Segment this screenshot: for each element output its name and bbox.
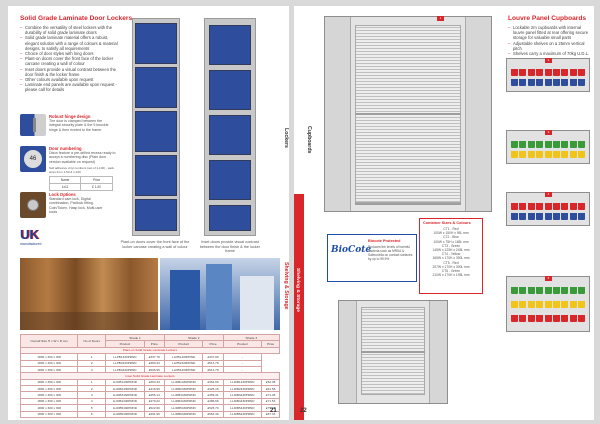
storage-bin [536,315,543,322]
table-cell: LLPB2430PRND [164,360,203,366]
table-cell: LLIDB3430PRND [106,392,145,398]
marker-label: 2 [545,58,552,63]
storage-bin [528,213,535,220]
table-cell: LLIDB6430PRND [223,411,262,417]
storage-bin [570,69,577,76]
storage-bin [561,315,568,322]
table-subheader: Price [262,341,280,347]
table-cell: £337.89 [203,354,223,360]
storage-bin [553,301,560,308]
feature-list [20,25,122,93]
storage-bin [553,315,560,322]
shelving-tab-left: Shelving & Storage [283,262,289,310]
storage-bin [553,79,560,86]
table-cell: 1800 x 300 x 300 [21,354,78,360]
table-cell: LLPB4430PRND [164,366,203,372]
storage-bin [570,213,577,220]
storage-bin [511,69,518,76]
table-cell: £479.22 [144,398,164,404]
biocote-panel [327,234,417,282]
storage-bin [536,213,543,220]
container-line: 100W x 75H x 165L mm [433,239,469,244]
table-cell: £71.53 [262,398,280,404]
storage-bin [511,301,518,308]
storage-bin [536,151,543,158]
storage-bin [528,203,535,210]
table-cell: £513.78 [203,366,223,372]
storage-bin [511,79,518,86]
table-cell: 1800 x 300 x 300 [21,392,78,398]
container-line: CT1 - Red [443,227,459,231]
storage-bin [536,69,543,76]
table-cell: £337.79 [144,354,164,360]
storage-bin [561,69,568,76]
feature-item: – Adjustable shelves on a 25mm vertical pitch [508,41,592,51]
table-cell: LLPB2430PRND [106,360,145,366]
table-cell: 2 [78,386,106,392]
storage-bin [561,287,568,294]
table-cell: 1800 x 300 x 300 [21,360,78,366]
table-subheader: Product [164,341,203,347]
storage-bin [561,213,568,220]
table-cell: LLIDB2430PRND [106,386,145,392]
number-disc-photo [20,146,46,172]
table-cell: £61.58 [262,386,280,392]
table-cell: 6 [78,411,106,417]
page-number: 22 [300,408,307,414]
feature-item: – Lockable 2m cupboards with internal louvre panel fitted at rear offering secure storage for valuable small parts [508,25,592,41]
table-header: Overall Size H x W x D mm [21,335,78,348]
table-cell: LLIDB4430PRND [223,398,262,404]
storage-bin [536,301,543,308]
marker-label: 1 [437,16,444,21]
table-band: Inset Solid Grade Laminate Lockers [21,373,280,379]
blue-lockers-photo [160,258,280,330]
table-cell: 4 [78,366,106,372]
bin-cupboard-3 [506,192,590,226]
table-cell: 1800 x 300 x 300 [21,379,78,385]
mini-header: Price [81,177,113,184]
mini-cell: 1x11 [50,184,81,191]
inset-rows [21,379,280,417]
container-sizes-list [423,227,479,277]
louvre-cupboard-large [324,16,492,212]
container-line: 207W x 170H x 390L mm [432,264,470,269]
vinyl-caption: Self adhesive vinyl numbers (set of 1-100) - pack sizes from 1-50 & 1-100 [49,166,115,175]
storage-bin [553,203,560,210]
feature-list [508,25,592,56]
feature-item: – Other colours available upon request [20,77,122,82]
uk-logo-subtext: manufactured [20,242,42,246]
table-cell: £491.96 [144,411,164,417]
table-cell: £52.45 [262,379,280,385]
storage-bin [561,203,568,210]
table-cell: 1 [78,379,106,385]
storage-bin [511,213,518,220]
table-subheader: Product [223,341,262,347]
table-cell: LLIDB5430PRND [164,405,203,411]
table-cell: - [223,366,262,372]
storage-bin [528,151,535,158]
table-cell: £506.95 [144,366,164,372]
lock-heading: Lock Options [49,192,76,197]
storage-bin [570,141,577,148]
storage-bin [519,203,526,210]
storage-bin [545,213,552,220]
shelving-tab-right: Shelving & Storage [295,268,300,312]
biocote-heading: Biocote Protected [368,239,401,243]
storage-bin [578,79,585,86]
inset-caption: Inset doors provide visual contrast between the door finish & the locker frame [199,240,261,254]
marker-label: 4 [545,192,552,197]
table-cell: 1800 x 300 x 300 [21,405,78,411]
biocote-logo: BioCote [331,245,372,255]
feature-item: – Choice of door styles with long doors [20,51,122,56]
feature-item: – Laminate end panels are available upon request - please call for details [20,82,122,92]
storage-bin [545,203,552,210]
table-subheader: Product [106,341,145,347]
page-title: Solid Grade Laminate Door Lockers [20,15,133,22]
table-cell: 1800 x 300 x 300 [21,411,78,417]
storage-bin [528,301,535,308]
table-cell: £364.66 [203,379,223,385]
table-cell: LLPB1430PRND [164,354,203,360]
table-cell: LLIDB1430PRND [106,379,145,385]
container-line: CT4 - Yellow [441,252,461,257]
table-subheader: Price [144,341,164,347]
table-cell: LLIDB6430PRND [106,411,145,417]
hinge-heading: Robust hinge design [49,114,91,119]
container-line: 100W x 150H x 95L mm [433,231,469,236]
storage-bin [519,151,526,158]
table-cell: LLIDB2430PRND [164,386,203,392]
numbering-text: Discs feature a pre-drilled recess ready to accept a numbering disc (Plain door version available on request) [49,151,116,164]
container-line: 145W x 125H x 245L mm [432,248,470,253]
marker-label: 5 [545,276,552,281]
storage-bin [578,213,585,220]
storage-bin [511,315,518,322]
plant-on-rows [21,354,280,373]
feature-item: – Shelves carry a maximum of 70kg U.D.L. [508,51,592,56]
table-cell: £525.70 [203,405,223,411]
container-sizes-heading: Container Sizes & Colours [423,221,471,225]
page-title: Louvre Panel Cupboards [508,15,587,22]
storage-bin [536,79,543,86]
storage-bin [536,203,543,210]
table-cell: LLIDB1430PRND [223,379,262,385]
storage-bin [553,141,560,148]
table-subheader: Price [203,341,223,347]
table-cell: £418.96 [144,386,164,392]
storage-bin [578,301,585,308]
storage-bin [570,287,577,294]
container-line: CT2 - Blue [443,235,459,240]
storage-bin [578,315,585,322]
bin-cupboard-2 [506,130,590,164]
storage-bin [519,287,526,294]
storage-bin [545,79,552,86]
table-cell: £459.41 [203,392,223,398]
cupboards-tab: Cupboards [306,126,312,154]
storage-bin [511,287,518,294]
table-cell: LLPB1430PRND [106,354,145,360]
storage-bin [545,141,552,148]
wooden-lockers-photo [20,258,158,330]
table-cell: 1800 x 300 x 300 [21,398,78,404]
storage-bin [545,151,552,158]
right-page [294,6,594,420]
lock-icon [27,199,39,211]
table-cell: LLIDB4430PRND [164,398,203,404]
table-band: Plant-on Solid Grade Laminate Lockers [21,347,280,353]
storage-bin [553,151,560,158]
storage-bin [511,141,518,148]
storage-bin [519,301,526,308]
uk-manufactured-logo [20,228,50,254]
storage-bin [578,151,585,158]
table-cell: £71.46 [262,392,280,398]
storage-bin [578,287,585,294]
table-cell: LLIDB3430PRND [223,392,262,398]
biocote-text: Reduces the levels of harmful bacteria such as MRSA & Salmonella on contact surfaces by up to 99.9% [368,245,413,261]
table-cell: LLIDB3430PRND [164,392,203,398]
storage-bin [511,151,518,158]
storage-bin [578,141,585,148]
table-cell: 1800 x 300 x 300 [21,386,78,392]
table-header: Shade 2 [164,335,223,341]
storage-bin [570,315,577,322]
storage-bin [553,287,560,294]
storage-bin [528,315,535,322]
table-cell: LLPB4430PRND [106,366,145,372]
inset-locker [204,18,256,236]
locker-price-table [20,334,280,418]
table-cell: £513.78 [203,360,223,366]
feature-item: – Combine the versatility of steel lockers with the durability of solid grade laminate doors [20,25,122,35]
mini-cell: £ 1.00 [81,184,113,191]
table-cell: 5 [78,405,106,411]
table-cell: 4 [78,398,106,404]
storage-bin [570,151,577,158]
storage-bin [519,315,526,322]
storage-bin [519,141,526,148]
feature-item: – Inset doors provide a visual contrast between the door finish & the locker frame [20,67,122,77]
table-cell: LLIDB2430PRND [223,386,262,392]
feature-item: – Plant-on doors cover the front face of the locker carcase creating a wall of colour [20,56,122,66]
table-cell: £486.56 [203,398,223,404]
storage-bin [561,301,568,308]
table-cell: £380.43 [144,360,164,366]
storage-bin [578,69,585,76]
storage-bin [519,69,526,76]
table-header: No of Doors [78,335,106,348]
table-cell: - [223,354,262,360]
table-cell: - [223,360,262,366]
storage-bin [536,287,543,294]
container-sizes-box [419,218,483,294]
table-row [21,411,280,417]
storage-bin [528,79,535,86]
table-cell: £563.40 [203,411,223,417]
storage-bin [519,213,526,220]
storage-bin [561,151,568,158]
storage-bin [553,69,560,76]
container-line: 210W x 170H x 195L mm [432,273,470,278]
bin-cupboard-1 [506,58,590,92]
mini-header: Name [50,177,81,184]
storage-bin [570,79,577,86]
storage-bin [536,141,543,148]
table-cell: 2 [78,360,106,366]
table-cell: £425.16 [203,386,223,392]
table-cell: £456.14 [144,392,164,398]
storage-bin [545,69,552,76]
storage-bin [545,301,552,308]
table-cell: LLIDB1430PRND [164,379,203,385]
vinyl-price-table [49,176,113,191]
hinge-text: The door is clamped between the integral security plate & the 5 knuckle hinge & then riveted to the frame. [49,119,109,132]
storage-bin [570,301,577,308]
table-cell: 1800 x 300 x 300 [21,366,78,372]
storage-bin [528,287,535,294]
table-header: Shade 3 [223,335,279,341]
table-cell: LLIDB4430PRND [106,398,145,404]
storage-bin [545,287,552,294]
lock-photo [20,192,46,218]
table-cell: LLIDB6430PRND [164,411,203,417]
table-cell: £363.33 [144,379,164,385]
bin-cupboard-4 [506,276,590,332]
table-cell: 1 [78,354,106,360]
storage-bin [561,79,568,86]
page-number: 21 [270,408,277,414]
table-cell: £522.96 [144,405,164,411]
storage-bin [528,141,535,148]
storage-bin [545,315,552,322]
storage-bin [578,203,585,210]
container-line: CT3 - Green [441,243,461,248]
container-line: CT6 - Green [441,269,461,274]
storage-bin [561,141,568,148]
container-line: CT5 - Red [443,260,459,265]
storage-bin [553,213,560,220]
uk-flag-icon: UK [20,227,39,242]
plant-on-locker [132,18,180,236]
storage-bin [511,203,518,210]
table-cell: LLIDB5430PRND [223,405,262,411]
storage-bin [570,203,577,210]
storage-bin [528,69,535,76]
number-disc: 46 [24,150,42,168]
table-cell: £87.33 [262,411,280,417]
left-page [8,6,289,420]
plant-on-caption: Plant-on doors cover the front face of the locker carcase creating a wall of colour [120,240,190,249]
numbering-heading: Door numbering [49,146,82,151]
feature-item: – Solid grade laminate material offers a robust, elegant solution with a range of colours & material designs, to satisfy all requirements [20,35,122,51]
marker-label: 3 [545,130,552,135]
lock-text: Standard cam lock, Digital combination, Padlock fitting, Coin/Token, Hasp lock. Multi-user locks [49,197,103,215]
louvre-cupboard-small [338,300,448,404]
lockers-tab: Lockers [283,128,289,148]
table-cell: £75.08 [262,405,280,411]
storage-bin [519,79,526,86]
table-header: Shade 1 [106,335,165,341]
container-line: 165W x 170H x 390L mm [432,256,470,261]
hinge-photo [20,114,46,136]
table-cell: 3 [78,392,106,398]
table-cell: LLIDB5430PRND [106,405,145,411]
